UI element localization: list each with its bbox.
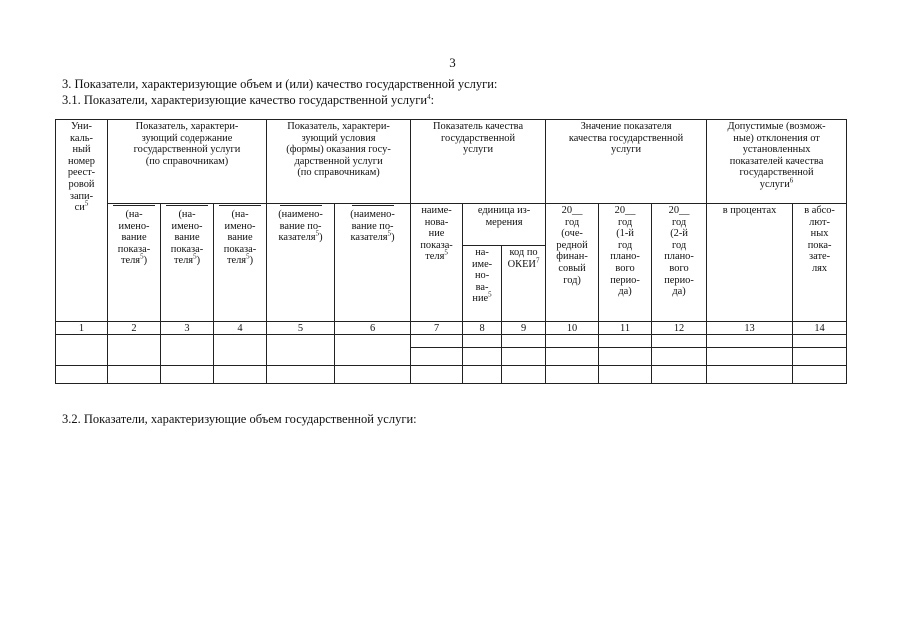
table-cell bbox=[267, 366, 335, 384]
table-cell bbox=[335, 335, 411, 366]
table-cell bbox=[108, 335, 161, 366]
col-number: 8 bbox=[463, 322, 502, 335]
paren: ) bbox=[143, 255, 148, 267]
footnote-ref: 4 bbox=[427, 92, 431, 101]
unit-okei-code-text: код по ОКЕИ bbox=[507, 247, 538, 270]
blank-line bbox=[113, 205, 155, 206]
col-number: 9 bbox=[502, 322, 546, 335]
col-number: 2 bbox=[108, 322, 161, 335]
header-record-number bbox=[56, 120, 108, 322]
footnote-ref: 5 bbox=[488, 290, 492, 299]
condition-indicator-1-text: (наимено- вание по- казателя bbox=[278, 209, 323, 244]
table-cell bbox=[793, 366, 847, 384]
year-plan-1: 20__ год (1-й год плано- вого перио- да) bbox=[599, 204, 652, 322]
table-cell bbox=[599, 366, 652, 384]
blank-line bbox=[166, 205, 208, 206]
content-indicator-1 bbox=[108, 204, 161, 322]
content-indicator-3-text: (на- имено- вание показа- теля bbox=[223, 209, 257, 267]
condition-indicator-2-text: (наимено- вание по- казателя bbox=[350, 209, 395, 244]
paren: ) bbox=[196, 255, 201, 267]
table-cell bbox=[56, 366, 108, 384]
col-number: 10 bbox=[546, 322, 599, 335]
condition-indicator-2 bbox=[335, 204, 411, 322]
blank-line bbox=[219, 205, 261, 206]
table-cell bbox=[267, 335, 335, 366]
table-cell bbox=[56, 335, 108, 366]
table-cell bbox=[335, 366, 411, 384]
col-number: 7 bbox=[411, 322, 463, 335]
table-cell bbox=[161, 366, 214, 384]
col-number: 11 bbox=[599, 322, 652, 335]
unit-name-text: на- име- но- ва- ние bbox=[471, 247, 493, 305]
paren: ) bbox=[391, 232, 395, 244]
section-heading-3-2: 3.2. Показатели, характеризующие объем государственной услуги: bbox=[62, 412, 417, 426]
table-cell bbox=[546, 348, 599, 366]
col-number: 14 bbox=[793, 322, 847, 335]
footnote-ref: 5 bbox=[387, 229, 392, 238]
section-heading-3: 3. Показатели, характеризующие объем и (или) качество государственной услуги: bbox=[62, 77, 498, 91]
condition-indicator-1 bbox=[267, 204, 335, 322]
table-cell bbox=[463, 366, 502, 384]
column-numbers-row bbox=[56, 322, 847, 335]
quality-indicators-table bbox=[55, 119, 847, 384]
table-cell bbox=[707, 366, 793, 384]
quality-indicator-name-text: наиме- нова- ние показа- теля bbox=[420, 205, 453, 263]
footnote-ref: 5 bbox=[315, 229, 320, 238]
quality-indicator-name bbox=[411, 204, 463, 322]
col-number: 4 bbox=[214, 322, 267, 335]
table-cell bbox=[652, 366, 707, 384]
table-cell bbox=[652, 348, 707, 366]
content-indicator-2-text: (на- имено- вание показа- теля bbox=[170, 209, 204, 267]
header-deviation bbox=[707, 120, 847, 204]
table-row bbox=[56, 335, 847, 348]
blank-line bbox=[280, 205, 322, 206]
table-cell bbox=[411, 366, 463, 384]
footnote-ref: 5 bbox=[84, 199, 89, 208]
footnote-ref: 7 bbox=[535, 256, 540, 265]
table-cell bbox=[502, 366, 546, 384]
footnote-ref: 5 bbox=[246, 252, 250, 261]
col-number: 5 bbox=[267, 322, 335, 335]
footnote-ref: 5 bbox=[444, 248, 448, 257]
heading-text: 3.1. Показатели, характеризующие качество государственной услуги bbox=[62, 93, 428, 107]
table-cell bbox=[793, 348, 847, 366]
table-cell bbox=[502, 335, 546, 348]
section-heading-3-1 bbox=[62, 93, 434, 108]
table-cell bbox=[411, 335, 463, 348]
year-plan-2: 20__ год (2-й год плано- вого перио- да) bbox=[652, 204, 707, 322]
header-indicator-value: Значение показателя качества государственной услуги bbox=[546, 120, 707, 204]
col-number: 3 bbox=[161, 322, 214, 335]
col-number: 12 bbox=[652, 322, 707, 335]
header-row-sub bbox=[56, 204, 847, 246]
table-cell bbox=[546, 366, 599, 384]
footnote-ref: 5 bbox=[140, 252, 144, 261]
table-cell bbox=[599, 335, 652, 348]
content-indicator-2 bbox=[161, 204, 214, 322]
header-deviation-text: Допустимые (возмож- ные) отклонения от установленных показателей качества государственной услуги bbox=[727, 121, 826, 190]
content-indicator-3 bbox=[214, 204, 267, 322]
footnote-ref: 6 bbox=[789, 176, 794, 185]
header-quality-indicator: Показатель качества государственной услуги bbox=[411, 120, 546, 204]
year-current: 20__ год (оче- редной финан- совый год) bbox=[546, 204, 599, 322]
deviation-absolute: в абсо- лют- ных пока- зате- лях bbox=[793, 204, 847, 322]
table-cell bbox=[502, 348, 546, 366]
paren: ) bbox=[249, 255, 254, 267]
blank-line bbox=[352, 205, 394, 206]
table-cell bbox=[463, 335, 502, 348]
table-cell bbox=[214, 366, 267, 384]
table-cell bbox=[707, 348, 793, 366]
col-number: 1 bbox=[56, 322, 108, 335]
col-number: 6 bbox=[335, 322, 411, 335]
header-condition-indicator: Показатель, характери- зующий условия (формы) оказания госу- дарственной услуги (по справочникам) bbox=[267, 120, 411, 204]
unit-okei-code bbox=[502, 246, 546, 322]
header-record-number-text: Уни- каль- ный номер реест- ровой запи- си bbox=[67, 121, 96, 214]
table-cell bbox=[707, 335, 793, 348]
col-number: 13 bbox=[707, 322, 793, 335]
content-indicator-1-text: (на- имено- вание показа- теля bbox=[117, 209, 151, 267]
table-cell bbox=[411, 348, 463, 366]
table-cell bbox=[546, 335, 599, 348]
table-cell bbox=[108, 366, 161, 384]
deviation-percent: в процентах bbox=[707, 204, 793, 322]
unit-name bbox=[463, 246, 502, 322]
table-cell bbox=[793, 335, 847, 348]
table-cell bbox=[599, 348, 652, 366]
page-number: 3 bbox=[449, 55, 456, 70]
table-cell bbox=[161, 335, 214, 366]
table-row bbox=[56, 366, 847, 384]
header-row-groups bbox=[56, 120, 847, 204]
footnote-ref: 5 bbox=[193, 252, 197, 261]
table-cell bbox=[463, 348, 502, 366]
heading-colon: : bbox=[430, 93, 435, 107]
table-cell bbox=[652, 335, 707, 348]
table-cell bbox=[214, 335, 267, 366]
unit-of-measure: единица из- мерения bbox=[463, 204, 546, 246]
paren: ) bbox=[319, 232, 323, 244]
header-content-indicator: Показатель, характери- зующий содержание государственной услуги (по справочникам) bbox=[108, 120, 267, 204]
